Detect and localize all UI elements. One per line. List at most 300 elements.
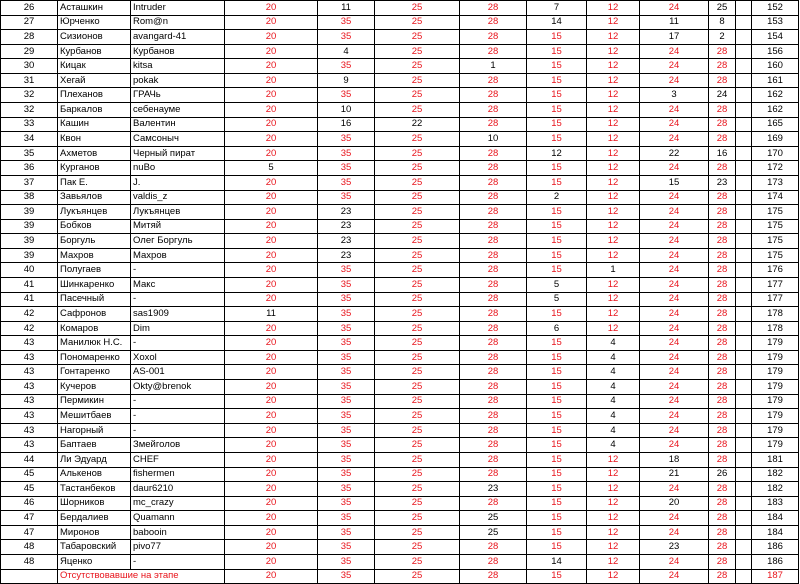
score-cell-s9 xyxy=(736,292,752,307)
table-row xyxy=(1,263,799,278)
score-cell-s9 xyxy=(736,409,752,424)
score-cell-s7: 15 xyxy=(640,175,709,190)
score-cell-s3: 25 xyxy=(375,103,460,118)
score-cell-s8: 28 xyxy=(709,190,736,205)
total-cell: 162 xyxy=(752,88,799,103)
score-cell-s8: 28 xyxy=(709,554,736,569)
score-cell-s1: 20 xyxy=(225,1,318,16)
score-cell-s1: 20 xyxy=(225,438,318,453)
score-cell-s4: 28 xyxy=(460,190,527,205)
score-cell-s4: 28 xyxy=(460,117,527,132)
score-cell-s5: 15 xyxy=(527,540,587,555)
surname-cell: Пасечный xyxy=(58,292,131,307)
score-cell-s9 xyxy=(736,380,752,395)
score-cell-s9 xyxy=(736,190,752,205)
score-cell-s7: 24 xyxy=(640,59,709,74)
score-cell-s9 xyxy=(736,132,752,147)
score-cell-s8: 28 xyxy=(709,248,736,263)
table-row xyxy=(1,307,799,322)
score-cell-s2: 35 xyxy=(318,467,375,482)
table-row xyxy=(1,452,799,467)
total-cell: 153 xyxy=(752,15,799,30)
rank-cell: 43 xyxy=(1,438,58,453)
score-cell-s2: 35 xyxy=(318,350,375,365)
score-cell-s1: 20 xyxy=(225,482,318,497)
surname-cell: Пономаренко xyxy=(58,350,131,365)
score-cell-s3: 25 xyxy=(375,307,460,322)
score-cell-s7: 24 xyxy=(640,394,709,409)
score-cell-s4: 28 xyxy=(460,554,527,569)
score-cell-s9 xyxy=(736,161,752,176)
score-cell-s3: 25 xyxy=(375,263,460,278)
score-cell-s3: 25 xyxy=(375,467,460,482)
score-cell-s6: 12 xyxy=(587,88,640,103)
nick-cell: pokak xyxy=(131,73,225,88)
score-cell-s8: 28 xyxy=(709,409,736,424)
score-cell-s8: 26 xyxy=(709,467,736,482)
table-row xyxy=(1,175,799,190)
score-cell-s8: 28 xyxy=(709,365,736,380)
rank-cell: 44 xyxy=(1,452,58,467)
surname-cell: Кашин xyxy=(58,117,131,132)
table-row xyxy=(1,117,799,132)
total-cell: 175 xyxy=(752,219,799,234)
surname-cell: Баркалов xyxy=(58,103,131,118)
score-cell-s4: 28 xyxy=(460,365,527,380)
score-cell-s4: 28 xyxy=(460,30,527,45)
score-cell-s8: 16 xyxy=(709,146,736,161)
score-cell-s1: 20 xyxy=(225,132,318,147)
rank-cell: 30 xyxy=(1,59,58,74)
total-cell: 182 xyxy=(752,482,799,497)
score-cell-s6: 12 xyxy=(587,1,640,16)
score-cell-s5: 15 xyxy=(527,423,587,438)
table-row xyxy=(1,146,799,161)
score-cell-s8: 28 xyxy=(709,103,736,118)
score-cell-s2: 23 xyxy=(318,248,375,263)
score-cell-s7: 24 xyxy=(640,482,709,497)
score-cell-s1: 20 xyxy=(225,30,318,45)
score-cell-s4: 28 xyxy=(460,205,527,220)
score-cell-s5: 15 xyxy=(527,234,587,249)
score-cell-s1: 20 xyxy=(225,59,318,74)
surname-cell: Плеханов xyxy=(58,88,131,103)
score-cell-s1: 20 xyxy=(225,467,318,482)
nick-cell: Черный пират xyxy=(131,146,225,161)
score-cell-s4: 10 xyxy=(460,132,527,147)
score-cell-s3: 25 xyxy=(375,569,460,584)
score-cell-s8: 28 xyxy=(709,525,736,540)
nick-cell: Курбанов xyxy=(131,44,225,59)
score-cell-s3: 25 xyxy=(375,452,460,467)
surname-cell: Манилюк Н.С. xyxy=(58,336,131,351)
score-cell-s5: 12 xyxy=(527,146,587,161)
nick-cell: - xyxy=(131,292,225,307)
score-cell-s6: 12 xyxy=(587,73,640,88)
total-cell: 181 xyxy=(752,452,799,467)
total-cell: 175 xyxy=(752,248,799,263)
score-cell-s4: 23 xyxy=(460,482,527,497)
surname-cell: Шорников xyxy=(58,496,131,511)
score-cell-s3: 25 xyxy=(375,30,460,45)
score-cell-s3: 25 xyxy=(375,161,460,176)
rank-cell: 32 xyxy=(1,88,58,103)
table-row xyxy=(1,554,799,569)
score-cell-s5: 15 xyxy=(527,175,587,190)
surname-cell: Курбанов xyxy=(58,44,131,59)
score-cell-s8: 28 xyxy=(709,161,736,176)
score-cell-s7: 24 xyxy=(640,409,709,424)
score-cell-s4: 28 xyxy=(460,248,527,263)
score-cell-s1: 20 xyxy=(225,44,318,59)
score-cell-s4: 28 xyxy=(460,88,527,103)
score-cell-s4: 28 xyxy=(460,336,527,351)
absent-row xyxy=(1,569,799,584)
score-cell-s8: 24 xyxy=(709,88,736,103)
total-cell: 172 xyxy=(752,161,799,176)
score-cell-s6: 12 xyxy=(587,234,640,249)
score-cell-s4: 28 xyxy=(460,423,527,438)
score-cell-s8: 28 xyxy=(709,350,736,365)
rank-cell: 38 xyxy=(1,190,58,205)
score-cell-s1: 20 xyxy=(225,292,318,307)
score-cell-s4: 28 xyxy=(460,307,527,322)
score-cell-s3: 25 xyxy=(375,219,460,234)
table-row xyxy=(1,365,799,380)
score-cell-s9 xyxy=(736,307,752,322)
score-cell-s4: 28 xyxy=(460,409,527,424)
score-cell-s9 xyxy=(736,511,752,526)
score-cell-s5: 15 xyxy=(527,103,587,118)
score-cell-s8: 28 xyxy=(709,380,736,395)
table-row xyxy=(1,234,799,249)
surname-cell: Кицак xyxy=(58,59,131,74)
table-row xyxy=(1,394,799,409)
nick-cell: J. xyxy=(131,175,225,190)
total-cell: 177 xyxy=(752,292,799,307)
rank-cell: 45 xyxy=(1,482,58,497)
score-cell-s2: 35 xyxy=(318,190,375,205)
score-cell-s2: 35 xyxy=(318,30,375,45)
score-cell-s1: 20 xyxy=(225,554,318,569)
score-cell-s4: 28 xyxy=(460,175,527,190)
score-cell-s4: 28 xyxy=(460,44,527,59)
score-cell-s6: 4 xyxy=(587,365,640,380)
score-cell-s5: 15 xyxy=(527,409,587,424)
score-cell-s6: 4 xyxy=(587,409,640,424)
total-cell: 160 xyxy=(752,59,799,74)
score-cell-s2: 35 xyxy=(318,423,375,438)
nick-cell: babooin xyxy=(131,525,225,540)
score-cell-s4: 25 xyxy=(460,511,527,526)
score-cell-s7: 24 xyxy=(640,132,709,147)
nick-cell: Самсоныч xyxy=(131,132,225,147)
total-cell: 173 xyxy=(752,175,799,190)
score-cell-s7: 22 xyxy=(640,146,709,161)
score-cell-s9 xyxy=(736,44,752,59)
score-cell-s3: 25 xyxy=(375,336,460,351)
score-cell-s3: 25 xyxy=(375,248,460,263)
surname-cell: Нагорный xyxy=(58,423,131,438)
score-cell-s9 xyxy=(736,15,752,30)
score-cell-s6: 12 xyxy=(587,525,640,540)
total-cell: 179 xyxy=(752,438,799,453)
nick-cell: Махров xyxy=(131,248,225,263)
table-row xyxy=(1,219,799,234)
surname-cell: Сафронов xyxy=(58,307,131,322)
score-cell-s2: 23 xyxy=(318,234,375,249)
total-cell: 178 xyxy=(752,321,799,336)
score-cell-s4: 28 xyxy=(460,161,527,176)
score-cell-s6: 12 xyxy=(587,175,640,190)
score-cell-s7: 3 xyxy=(640,88,709,103)
nick-cell: Митяй xyxy=(131,219,225,234)
nick-cell: - xyxy=(131,336,225,351)
score-cell-s7: 24 xyxy=(640,263,709,278)
score-cell-s2: 35 xyxy=(318,292,375,307)
total-cell: 169 xyxy=(752,132,799,147)
score-cell-s4: 25 xyxy=(460,525,527,540)
rank-cell: 43 xyxy=(1,365,58,380)
score-cell-s6: 12 xyxy=(587,44,640,59)
nick-cell: Intruder xyxy=(131,1,225,16)
score-cell-s3: 25 xyxy=(375,132,460,147)
score-cell-s6: 12 xyxy=(587,205,640,220)
score-cell-s8: 28 xyxy=(709,292,736,307)
nick-cell: Змейголов xyxy=(131,438,225,453)
score-cell-s5: 15 xyxy=(527,307,587,322)
score-cell-s1: 20 xyxy=(225,380,318,395)
score-cell-s5: 15 xyxy=(527,394,587,409)
total-cell: 174 xyxy=(752,190,799,205)
total-cell: 178 xyxy=(752,307,799,322)
score-cell-s3: 25 xyxy=(375,44,460,59)
score-cell-s7: 24 xyxy=(640,321,709,336)
score-cell-s9 xyxy=(736,219,752,234)
score-cell-s6: 4 xyxy=(587,438,640,453)
nick-cell: Rom@n xyxy=(131,15,225,30)
score-cell-s3: 25 xyxy=(375,59,460,74)
table-row xyxy=(1,248,799,263)
surname-cell: Мешитбаев xyxy=(58,409,131,424)
score-cell-s7: 11 xyxy=(640,15,709,30)
score-cell-s4: 28 xyxy=(460,452,527,467)
score-cell-s1: 5 xyxy=(225,161,318,176)
table-row xyxy=(1,336,799,351)
nick-cell: - xyxy=(131,263,225,278)
score-cell-s5: 15 xyxy=(527,248,587,263)
surname-cell: Махров xyxy=(58,248,131,263)
total-cell: 170 xyxy=(752,146,799,161)
score-cell-s9 xyxy=(736,350,752,365)
score-cell-s7: 24 xyxy=(640,44,709,59)
score-cell-s7: 21 xyxy=(640,467,709,482)
score-cell-s2: 35 xyxy=(318,496,375,511)
rank-cell: 31 xyxy=(1,73,58,88)
absent-label: Отсутствовавшие на этапе xyxy=(58,569,225,584)
nick-cell: CHEF xyxy=(131,452,225,467)
score-cell-s7: 17 xyxy=(640,30,709,45)
score-cell-s9 xyxy=(736,146,752,161)
score-cell-s2: 35 xyxy=(318,452,375,467)
score-cell-s1: 20 xyxy=(225,234,318,249)
rank-cell: 42 xyxy=(1,307,58,322)
score-cell-s5: 15 xyxy=(527,44,587,59)
score-cell-s5: 15 xyxy=(527,525,587,540)
total-cell: 186 xyxy=(752,540,799,555)
score-cell-s3: 22 xyxy=(375,117,460,132)
score-cell-s2: 10 xyxy=(318,103,375,118)
nick-cell: себенауме xyxy=(131,103,225,118)
score-cell-s8: 28 xyxy=(709,423,736,438)
nick-cell: AS-001 xyxy=(131,365,225,380)
score-cell-s5: 15 xyxy=(527,161,587,176)
score-cell-s1: 20 xyxy=(225,15,318,30)
score-cell-s7: 24 xyxy=(640,350,709,365)
score-cell-s5: 15 xyxy=(527,380,587,395)
score-cell-s5: 5 xyxy=(527,292,587,307)
total-cell: 154 xyxy=(752,30,799,45)
score-cell-s6: 12 xyxy=(587,161,640,176)
score-cell-s1: 20 xyxy=(225,409,318,424)
score-cell-s3: 25 xyxy=(375,380,460,395)
score-cell-s7: 24 xyxy=(640,554,709,569)
rank-cell: 26 xyxy=(1,1,58,16)
score-cell-s3: 25 xyxy=(375,540,460,555)
score-cell-s9 xyxy=(736,525,752,540)
score-cell-s2: 16 xyxy=(318,117,375,132)
nick-cell: fishermen xyxy=(131,467,225,482)
rank-cell: 48 xyxy=(1,554,58,569)
rank-cell: 29 xyxy=(1,44,58,59)
score-cell-s7: 24 xyxy=(640,117,709,132)
score-cell-s3: 25 xyxy=(375,525,460,540)
total-cell: 152 xyxy=(752,1,799,16)
score-cell-s2: 35 xyxy=(318,511,375,526)
score-cell-s5: 5 xyxy=(527,277,587,292)
surname-cell: Баптаев xyxy=(58,438,131,453)
score-cell-s1: 20 xyxy=(225,511,318,526)
rank-cell: 43 xyxy=(1,336,58,351)
score-cell-s6: 12 xyxy=(587,146,640,161)
score-cell-s2: 35 xyxy=(318,132,375,147)
nick-cell: nuBo xyxy=(131,161,225,176)
score-cell-s4: 28 xyxy=(460,277,527,292)
table-row xyxy=(1,161,799,176)
score-cell-s5: 15 xyxy=(527,482,587,497)
score-cell-s8: 28 xyxy=(709,452,736,467)
table-row xyxy=(1,277,799,292)
nick-cell: - xyxy=(131,423,225,438)
score-cell-s2: 4 xyxy=(318,44,375,59)
score-cell-s7: 24 xyxy=(640,190,709,205)
score-cell-s6: 12 xyxy=(587,467,640,482)
score-cell-s4: 28 xyxy=(460,219,527,234)
score-cell-s2: 35 xyxy=(318,263,375,278)
score-cell-s2: 35 xyxy=(318,321,375,336)
score-cell-s2: 35 xyxy=(318,409,375,424)
score-cell-s1: 20 xyxy=(225,423,318,438)
score-cell-s7: 24 xyxy=(640,307,709,322)
score-cell-s3: 25 xyxy=(375,554,460,569)
score-cell-s4: 28 xyxy=(460,292,527,307)
score-cell-s2: 35 xyxy=(318,146,375,161)
score-cell-s3: 25 xyxy=(375,1,460,16)
score-cell-s5: 15 xyxy=(527,336,587,351)
score-cell-s5: 14 xyxy=(527,15,587,30)
table-row xyxy=(1,511,799,526)
score-cell-s1: 20 xyxy=(225,219,318,234)
score-cell-s3: 25 xyxy=(375,365,460,380)
score-cell-s3: 25 xyxy=(375,234,460,249)
score-cell-s9 xyxy=(736,88,752,103)
score-cell-s3: 25 xyxy=(375,350,460,365)
score-cell-s5: 15 xyxy=(527,30,587,45)
score-cell-s9 xyxy=(736,365,752,380)
score-cell-s4: 28 xyxy=(460,15,527,30)
score-cell-s6: 12 xyxy=(587,569,640,584)
score-cell-s6: 12 xyxy=(587,540,640,555)
score-cell-s9 xyxy=(736,103,752,118)
score-cell-s8: 28 xyxy=(709,569,736,584)
surname-cell: Кучеров xyxy=(58,380,131,395)
score-cell-s5: 2 xyxy=(527,190,587,205)
total-cell: 179 xyxy=(752,365,799,380)
nick-cell: ГРАЧь xyxy=(131,88,225,103)
score-cell-s7: 24 xyxy=(640,277,709,292)
nick-cell: Макс xyxy=(131,277,225,292)
score-cell-s5: 15 xyxy=(527,365,587,380)
score-cell-s6: 12 xyxy=(587,30,640,45)
score-cell-s6: 12 xyxy=(587,307,640,322)
total-cell: 183 xyxy=(752,496,799,511)
rank-cell: 43 xyxy=(1,394,58,409)
score-cell-s8: 28 xyxy=(709,59,736,74)
score-cell-s3: 25 xyxy=(375,496,460,511)
score-cell-s5: 15 xyxy=(527,132,587,147)
score-cell-s9 xyxy=(736,467,752,482)
total-cell: 179 xyxy=(752,394,799,409)
score-cell-s6: 12 xyxy=(587,277,640,292)
score-cell-s6: 12 xyxy=(587,554,640,569)
score-cell-s8: 28 xyxy=(709,394,736,409)
nick-cell: Xoxol xyxy=(131,350,225,365)
rank-cell: 37 xyxy=(1,175,58,190)
score-cell-s8: 28 xyxy=(709,205,736,220)
score-cell-s6: 12 xyxy=(587,117,640,132)
score-cell-s6: 12 xyxy=(587,219,640,234)
nick-cell: Okty@brenok xyxy=(131,380,225,395)
score-cell-s6: 12 xyxy=(587,452,640,467)
score-cell-s6: 4 xyxy=(587,423,640,438)
score-cell-s1: 20 xyxy=(225,103,318,118)
surname-cell: Пермикин xyxy=(58,394,131,409)
score-cell-s7: 24 xyxy=(640,336,709,351)
score-cell-s6: 12 xyxy=(587,321,640,336)
score-cell-s9 xyxy=(736,277,752,292)
score-cell-s1: 20 xyxy=(225,175,318,190)
score-cell-s2: 11 xyxy=(318,1,375,16)
nick-cell: Олег Боргуль xyxy=(131,234,225,249)
score-cell-s9 xyxy=(736,59,752,74)
table-row xyxy=(1,350,799,365)
score-cell-s4: 28 xyxy=(460,73,527,88)
score-cell-s7: 23 xyxy=(640,540,709,555)
rank-cell: 47 xyxy=(1,511,58,526)
score-cell-s9 xyxy=(736,248,752,263)
rank-cell: 28 xyxy=(1,30,58,45)
score-cell-s6: 12 xyxy=(587,103,640,118)
